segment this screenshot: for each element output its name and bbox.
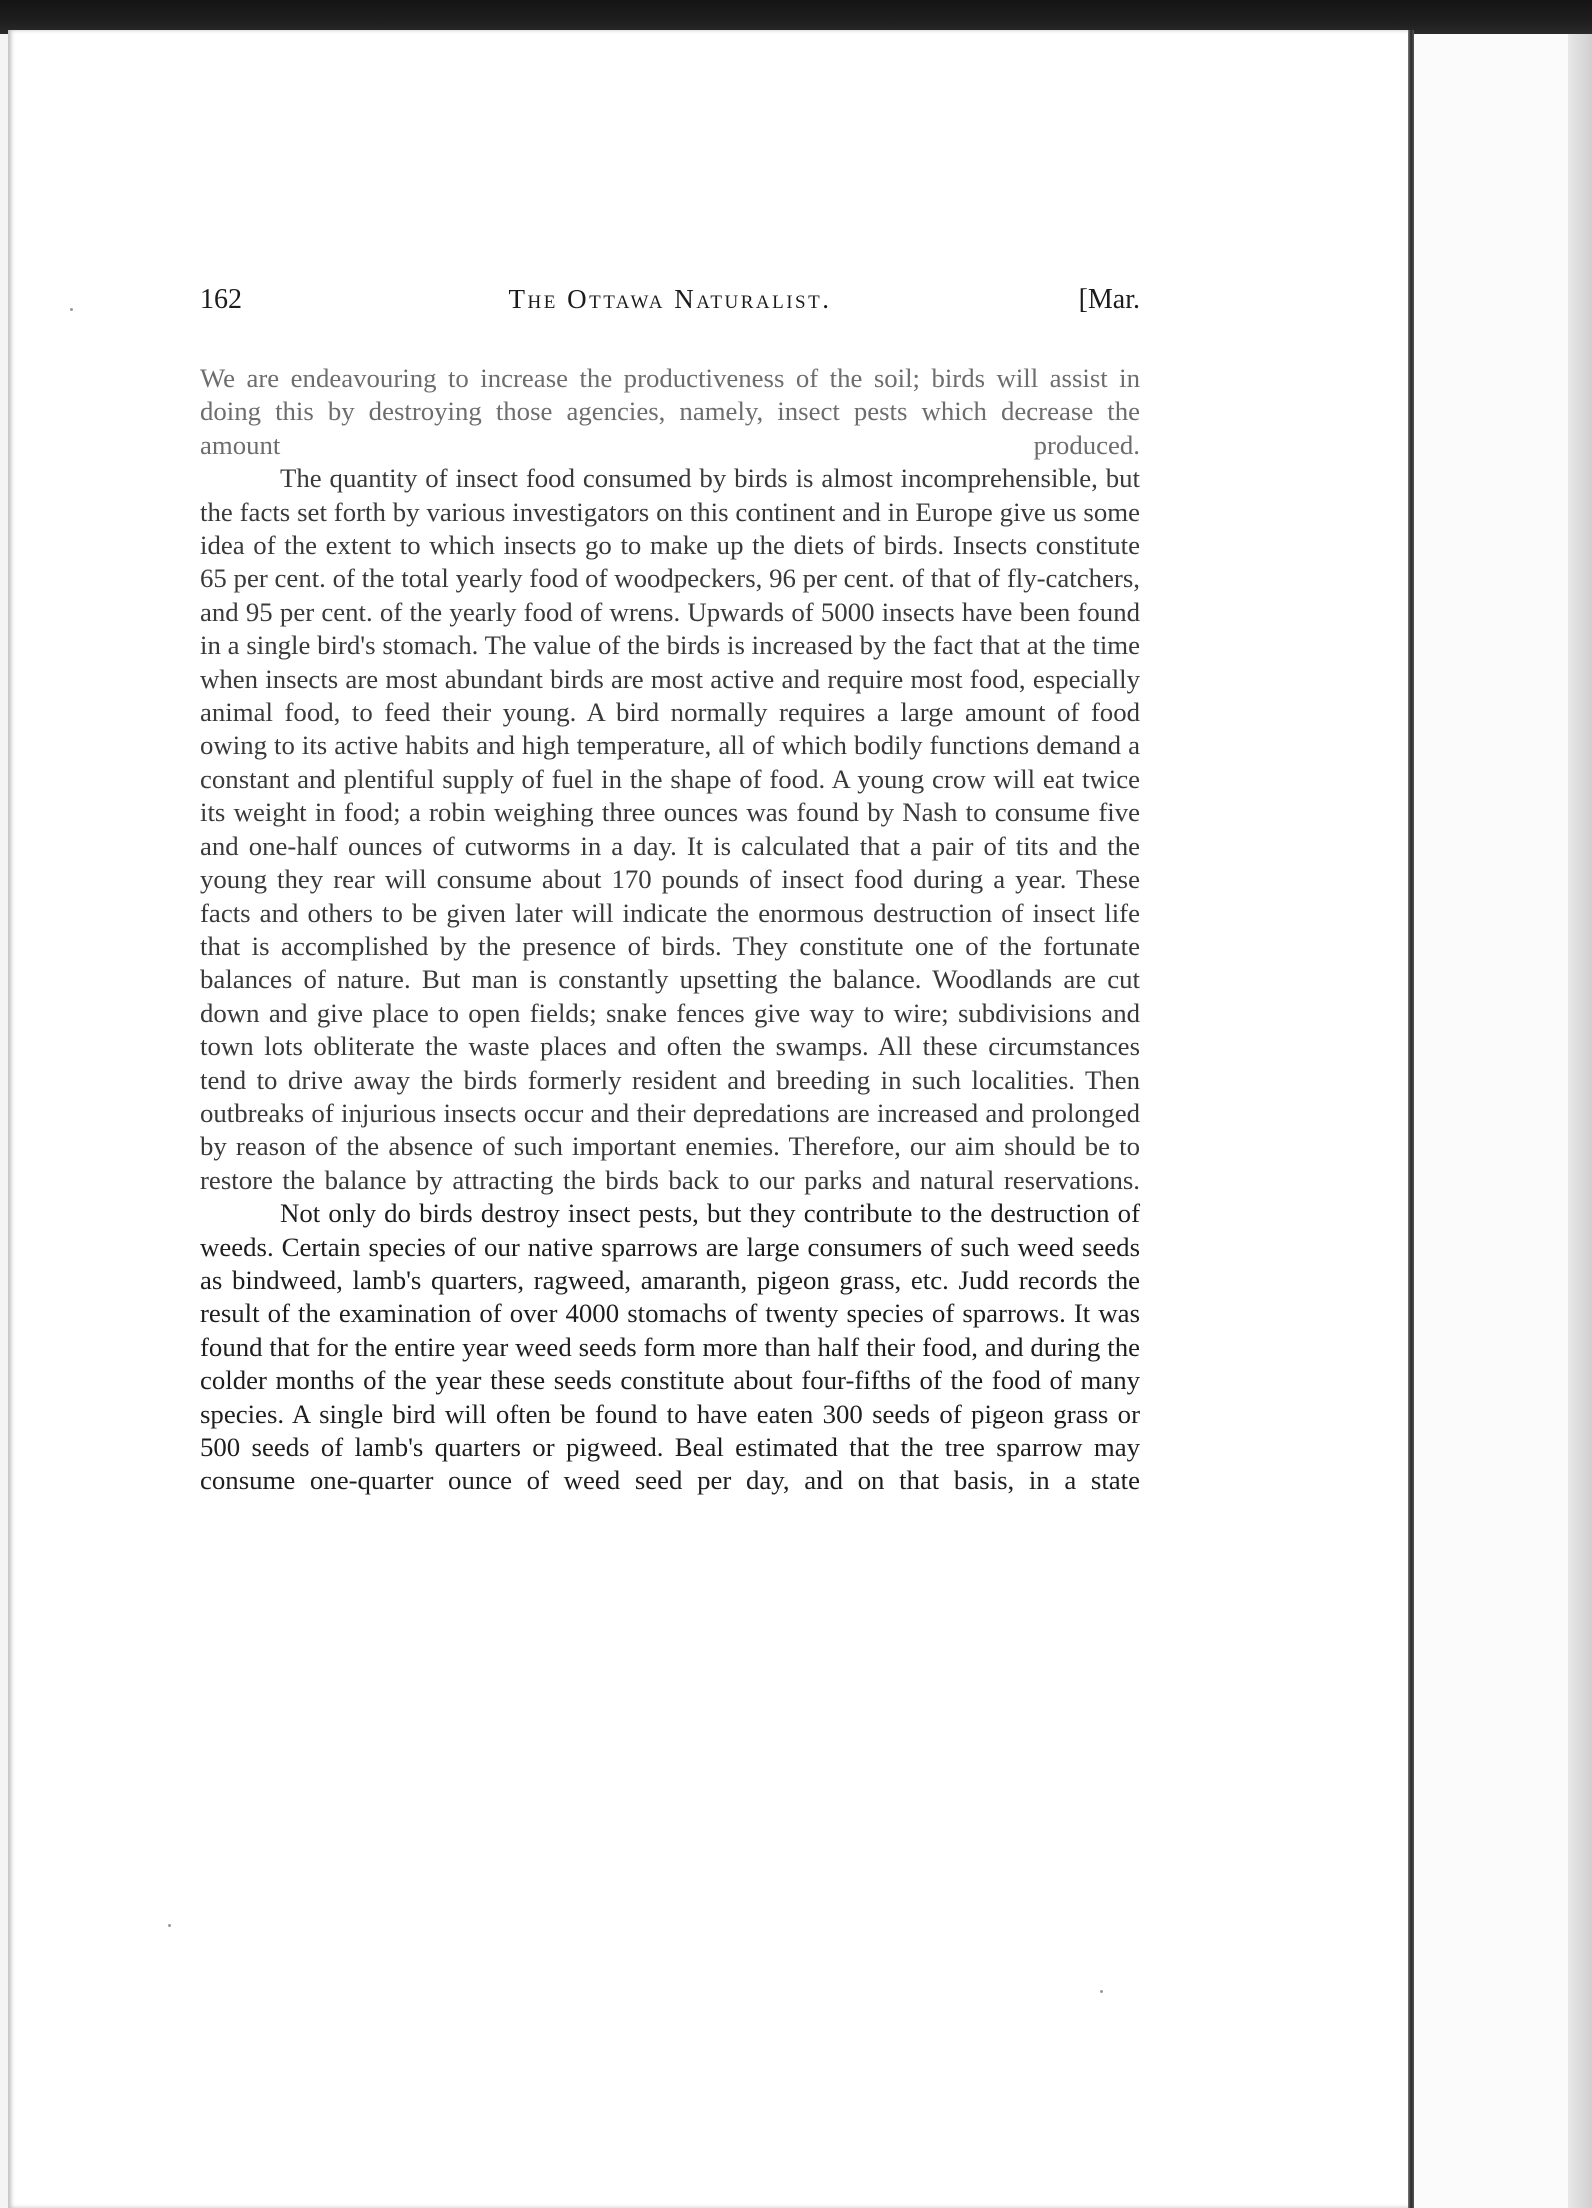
scan-top-edge — [0, 0, 1592, 34]
running-header — [200, 284, 1140, 324]
scan-speck — [1100, 1990, 1103, 1993]
facing-page-edge — [1414, 34, 1592, 2208]
paragraph-weeds: Not only do birds destroy insect pests, but they contribute to the destruction of weeds. Certain species of our native sparrows are large consumers of such weed seeds as bindweed, lamb's quarters, ragweed, amaranth, pigeon grass, etc. Judd records the result of the examination of over 4000 stomachs of twenty species of sparrows. It was found that for the entire year weed seeds form more than half their food, and during the colder months of the year these seeds constitute about four-fifths of the food of many species. A single bird will often be found to have eaten 300 seeds of pigeon grass or 500 seeds of lamb's quarters or pigweed. Beal estimated that the tree sparrow may consume one-quarter ounce of weed seed per day, and on that basis, in a state — [200, 1198, 1140, 1496]
scan-speck — [70, 308, 73, 311]
running-title: The Ottawa Naturalist. — [508, 284, 832, 314]
scan-speck — [168, 1924, 171, 1927]
paragraph-insect-food: The quantity of insect food consumed by birds is almost incomprehensible, but the facts set forth by various investigators on this continent and in Europe give us some idea of the extent to which insects go to make up the diets of birds. Insects constitute 65 per cent. of the total yearly food of woodpeckers, 96 per cent. of that of fly-catchers, and 95 per cent. of the yearly food of wrens. Upwards of 5000 insects have been found in a single bird's stomach. The value of the birds is increased by the fact that at the time when insects are most abundant birds are most active and require most food, especially animal food, to feed their young. A bird normally requires a large amount of food owing to its active habits and high temperature, all of which bodily functions demand a constant and plentiful supply of fuel in the shape of food. A young crow will eat twice its weight in food; a robin weighing three ounces was found by Nash to consume five and one-half ounces of cutworms in a day. It is calculated that a pair of tits and the young they rear will consume about 170 pounds of insect food during a year. These facts and others to be given later will indicate the enormous destruction of insect life that is accomplished by the presence of birds. They constitute one of the fortunate balances of nature. But man is constantly upsetting the balance. Woodlands are cut down and give place to open fields; snake fences give way to wire; subdivisions and town lots obliterate the waste places and often the swamps. All these circumstances tend to drive away the birds formerly resident and breeding in such localities. Then outbreaks of injurious insects occur and their depredations are increased and prolonged by reason of the absence of such important enemies. Therefore, our aim should be to restore the balance by attracting the birds back to our parks and natural reservations. — [200, 463, 1140, 1195]
page-body — [200, 362, 1140, 1498]
paragraph-soil: We are endeavouring to increase the productiveness of the soil; birds will assist in doing this by destroying those agencies, namely, insect pests which decrease the amount produced. — [200, 363, 1140, 460]
page-number: 162 — [200, 284, 242, 315]
facing-page-shadow — [1568, 34, 1592, 2208]
issue-month: [Mar. — [1078, 284, 1140, 315]
